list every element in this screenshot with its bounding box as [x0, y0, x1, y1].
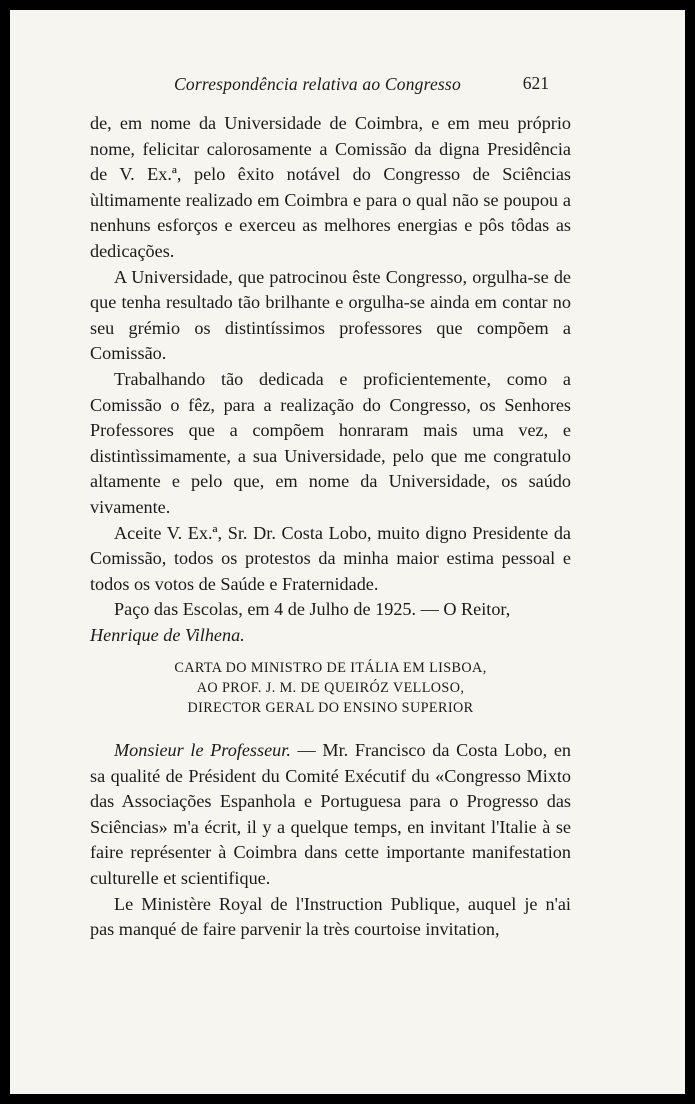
paragraph: Le Ministère Royal de l'Instruction Publique, auquel je n'ai pas manqué de faire parvenir la très courtoise invitation, [90, 893, 571, 940]
paragraph [90, 738, 571, 892]
book-page [10, 10, 685, 1094]
paragraph: Trabalhando tão dedicada e proficientemente, como a Comissão o fêz, para a realização do Congresso, os Senhores Professores que a compõem honraram mais uma vez, e distintìssimamente, a sua Universidade, pelo que me congratulo altamente e pelo que, em nome da Universidade, os saúdo vivamente. [90, 368, 571, 517]
page-number: 621 [522, 73, 549, 93]
second-letter-body [90, 738, 571, 943]
paragraph: Aceite V. Ex.ª, Sr. Dr. Costa Lobo, muito digno Presidente da Comissão, todos os protestos da minha maior estima pessoal e todos os votos de Saúde e Fraternidade. [90, 522, 571, 594]
running-head: Correspondência relativa ao Congresso [174, 74, 461, 94]
letter-body [90, 111, 571, 648]
section-heading [90, 658, 571, 718]
heading-line: AO PROF. J. M. DE QUEIRÓZ VELLOSO, [196, 680, 465, 696]
heading-line: DIRECTOR GERAL DO ENSINO SUPERIOR [187, 700, 474, 716]
closing-line: Paço das Escolas, em 4 de Julho de 1925. — O Reitor, [114, 599, 511, 620]
salutation: Monsieur le Professeur. [114, 740, 291, 760]
paragraph: A Universidade, que patrocinou êste Congresso, orgulha-se de que tenha resultado tão brilhante e orgulha-se ainda em contar no seu grémio os distintíssimos professores que compõem a Comissão. [90, 266, 571, 364]
paragraph: de, em nome da Universidade de Coimbra, e em meu próprio nome, felicitar calorosamente a Comissão da digna Presidência de V. Ex.ª, pelo êxito notável do Congresso de Sciências ùltimamente realizado em Coimbra e para o qual não se poupou a nenhuns esforços e exerceu as melhores energias e pôs tôdas as dedicações. [90, 113, 571, 261]
heading-line: CARTA DO MINISTRO DE ITÁLIA EM LISBOA, [174, 660, 487, 676]
signature: Henrique de Vilhena. [90, 624, 245, 645]
paragraph-text: — Mr. Francisco da Costa Lobo, en sa qualité de Président du Comité Exécutif du «Congresso Mixto das Associações Espanhola e Portuguesa para o Progresso das Sciências» m'a écrit, il y a quelque temps, en invitant l'Italie à se faire représenter à Coimbra dans cette importante manifestation culturelle et scientifique. [90, 740, 572, 888]
